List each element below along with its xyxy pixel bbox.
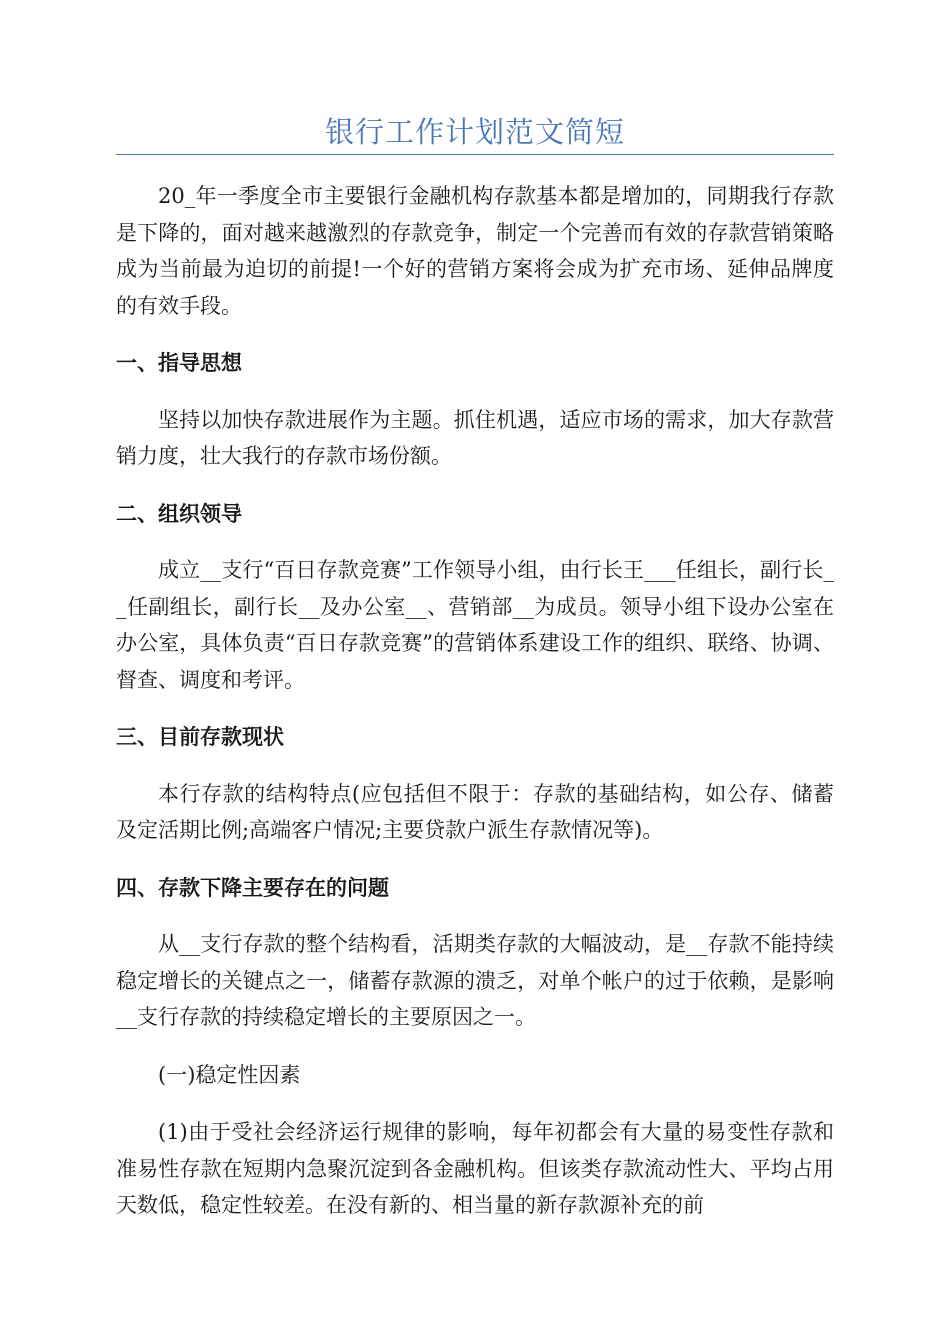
section-heading-problems: 四、存款下降主要存在的问题 — [116, 875, 389, 900]
title-underline — [116, 154, 834, 155]
section-paragraph: 本行存款的结构特点(应包括但不限于：存款的基础结构，如公存、储蓄及定活期比例;高端客户情况;主要贷款户派生存款情况等)。 — [116, 781, 834, 842]
subsection-heading-stability: (一)稳定性因素 — [158, 1062, 301, 1087]
section-paragraph: 坚持以加快存款进展作为主题。抓住机遇，适应市场的需求，加大存款营销力度，壮大我行的存款市场份额。 — [116, 407, 834, 468]
section-paragraph: 成立__支行“百日存款竞赛”工作领导小组，由行长王___任组长，副行长__任副组长，副行长__及办公室__、营销部__为成员。领导小组下设办公室在办公室，具体负责“百日存款竞赛”的营销体系建设工作的组织、联络、协调、督查、调度和考评。 — [116, 558, 834, 692]
section-heading-organization: 二、组织领导 — [116, 501, 242, 526]
section-paragraph: 从__支行存款的整个结构看，活期类存款的大幅波动，是__存款不能持续稳定增长的关键点之一，储蓄存款源的溃乏，对单个帐户的过于依赖，是影响__支行存款的持续稳定增长的主要原因之一。 — [116, 932, 834, 1029]
section-heading-deposit-status: 三、目前存款现状 — [116, 725, 284, 749]
document-body — [116, 178, 834, 1224]
intro-paragraph: 20_年一季度全市主要银行金融机构存款基本都是增加的，同期我行存款是下降的，面对越来越激烈的存款竞争，制定一个完善而有效的存款营销策略成为当前最为迫切的前提!一个好的营销方案将会成为扩充市场、延伸品牌度的有效手段。 — [116, 184, 834, 318]
section-heading-guiding-thought: 一、指导思想 — [116, 351, 242, 375]
document-title: 银行工作计划范文简短 — [324, 115, 625, 149]
section-paragraph: (1)由于受社会经济运行规律的影响，每年初都会有大量的易变性存款和准易性存款在短期内急聚沉淀到各金融机构。但该类存款流动性大、平均占用天数低，稳定性较差。在没有新的、相当量的新存款源补充的前 — [116, 1120, 834, 1217]
